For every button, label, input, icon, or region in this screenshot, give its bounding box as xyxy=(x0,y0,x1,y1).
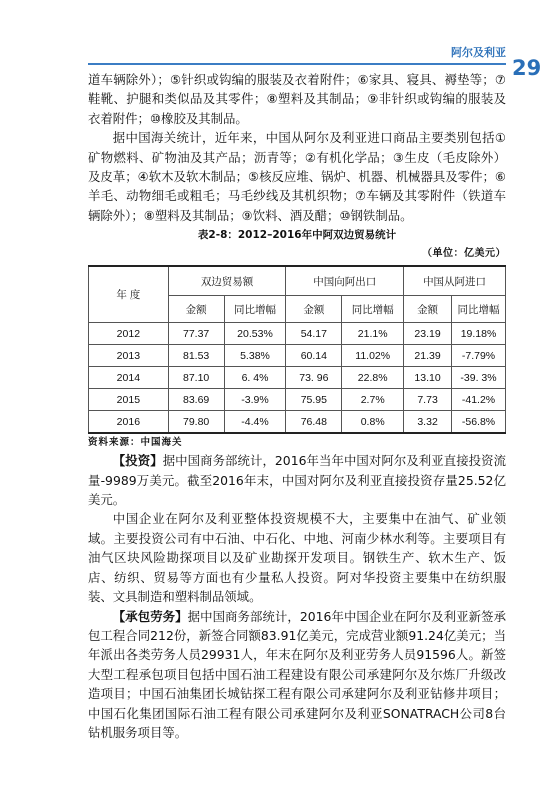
cell: 2.7% xyxy=(342,389,404,411)
cell: 76.48 xyxy=(286,411,342,434)
cell-year: 2014 xyxy=(89,367,169,389)
cell: 7.73 xyxy=(404,389,452,411)
sub-header: 金额 xyxy=(168,296,224,323)
trade-table xyxy=(88,265,506,434)
table-unit: （单位：亿美元） xyxy=(422,248,506,260)
cell: 54.17 xyxy=(286,323,342,345)
cell: 19.18% xyxy=(452,323,506,345)
cell: 79.80 xyxy=(168,411,224,434)
cell: 60.14 xyxy=(286,345,342,367)
table-row xyxy=(89,323,506,345)
cell-year: 2013 xyxy=(89,345,169,367)
cell: 87.10 xyxy=(168,367,224,389)
cell-year: 2015 xyxy=(89,389,169,411)
cell: 22.8% xyxy=(342,367,404,389)
cell: 13.10 xyxy=(404,367,452,389)
cell: 23.19 xyxy=(404,323,452,345)
cell: 3.32 xyxy=(404,411,452,434)
cell: 75.95 xyxy=(286,389,342,411)
cell: 21.39 xyxy=(404,345,452,367)
cell: 81.53 xyxy=(168,345,224,367)
page-number: 29 xyxy=(512,56,542,80)
labor-text: 据中国商务部统计，2016年中国企业在阿尔及利亚新签承包工程合同212份，新签合同额83.91亿美元，完成营业额91.24亿美元；当年派出各类劳务人员29931人，年末在阿尔及利亚劳务人员91596人。新签大型工程承包项目包括中国石油工程建设有限公司承建阿尔及尔炼厂升级改造项目；中国石油集团长城钻探工程有限公司承建阿尔及利亚钻修井项目；中国石化集团国际石油工程有限公司承建阿尔及利亚SONATRACH公司8台钻机服务项目等。 xyxy=(88,608,506,740)
table-caption: 表2-8：2012–2016年中阿双边贸易统计 xyxy=(197,229,397,242)
cell: 11.02% xyxy=(342,345,404,367)
cell: -7.79% xyxy=(452,345,506,367)
cell: 21.1% xyxy=(342,323,404,345)
paragraph-investment-2: 中国企业在阿尔及利亚整体投资规模不大，主要集中在油气、矿业领域。主要投资公司有中石油、中石化、中地、河南少林水利等。主要项目有油气区块风险勘探项目以及矿业勘探开发项目。钢铁生产、软木生产、饭店、纺织、贸易等方面也有少量私人投资。阿对华投资主要集中在纺织服装、文具制造和塑料制品领域。 xyxy=(88,511,506,605)
year-header: 年 度 xyxy=(89,266,169,323)
table-header-row xyxy=(89,266,506,296)
labor-label: 【承包劳务】 xyxy=(112,608,188,624)
table-row xyxy=(89,345,506,367)
cell: 73. 96 xyxy=(286,367,342,389)
group-header: 中国向阿出口 xyxy=(286,266,404,296)
page-content xyxy=(88,70,506,742)
sub-header: 同比增幅 xyxy=(224,296,286,323)
cell: 83.69 xyxy=(168,389,224,411)
investment-text: 据中国商务部统计，2016年当年中国对阿尔及利亚直接投资流量-9989万美元。截至2016年末，中国对阿尔及利亚直接投资存量25.52亿美元。 xyxy=(88,453,506,508)
sub-header: 同比增幅 xyxy=(342,296,404,323)
sub-header: 金额 xyxy=(404,296,452,323)
paragraph-investment-1 xyxy=(88,451,506,509)
cell: -56.8% xyxy=(452,411,506,434)
cell: 6. 4% xyxy=(224,367,286,389)
cell: 5.38% xyxy=(224,345,286,367)
table-row xyxy=(89,367,506,389)
cell: -41.2% xyxy=(452,389,506,411)
group-header: 双边贸易额 xyxy=(168,266,286,296)
investment-label: 【投资】 xyxy=(112,453,163,469)
cell: 20.53% xyxy=(224,323,286,345)
sub-header: 金额 xyxy=(286,296,342,323)
paragraph-import-list: 据中国海关统计，近年来，中国从阿尔及利亚进口商品主要类别包括①矿物燃料、矿物油及其产品；沥青等；②有机化学品；③生皮（毛皮除外）及皮革；④软木及软木制品；⑤核反应堆、锅炉、机器、机械器具及零件；⑥羊毛、动物细毛或粗毛；马毛纱线及其机织物；⑦车辆及其零附件（铁道车辆除外）；⑧塑料及其制品；⑨饮料、酒及醋；⑩钢铁制品。 xyxy=(88,130,506,223)
cell-year: 2016 xyxy=(89,411,169,434)
paragraph-export-list: 道车辆除外）；⑤针织或钩编的服装及衣着附件；⑥家具、寝具、褥垫等；⑦鞋靴、护腿和类似品及其零件；⑧塑料及其制品；⑨非针织或钩编的服装及衣着附件；⑩橡胶及其制品。 xyxy=(88,72,506,126)
cell: 77.37 xyxy=(168,323,224,345)
sub-header: 同比增幅 xyxy=(452,296,506,323)
group-header: 中国从阿进口 xyxy=(404,266,506,296)
table-row xyxy=(89,389,506,411)
cell: 0.8% xyxy=(342,411,404,434)
cell: -3.9% xyxy=(224,389,286,411)
table-row xyxy=(89,411,506,434)
cell: -4.4% xyxy=(224,411,286,434)
cell: -39. 3% xyxy=(452,367,506,389)
table-source: 资料来源：中国海关 xyxy=(88,437,183,449)
section-title: 阿尔及利亚 xyxy=(451,46,506,59)
paragraph-labor xyxy=(88,607,506,743)
cell-year: 2012 xyxy=(89,323,169,345)
header-rule xyxy=(88,63,506,65)
